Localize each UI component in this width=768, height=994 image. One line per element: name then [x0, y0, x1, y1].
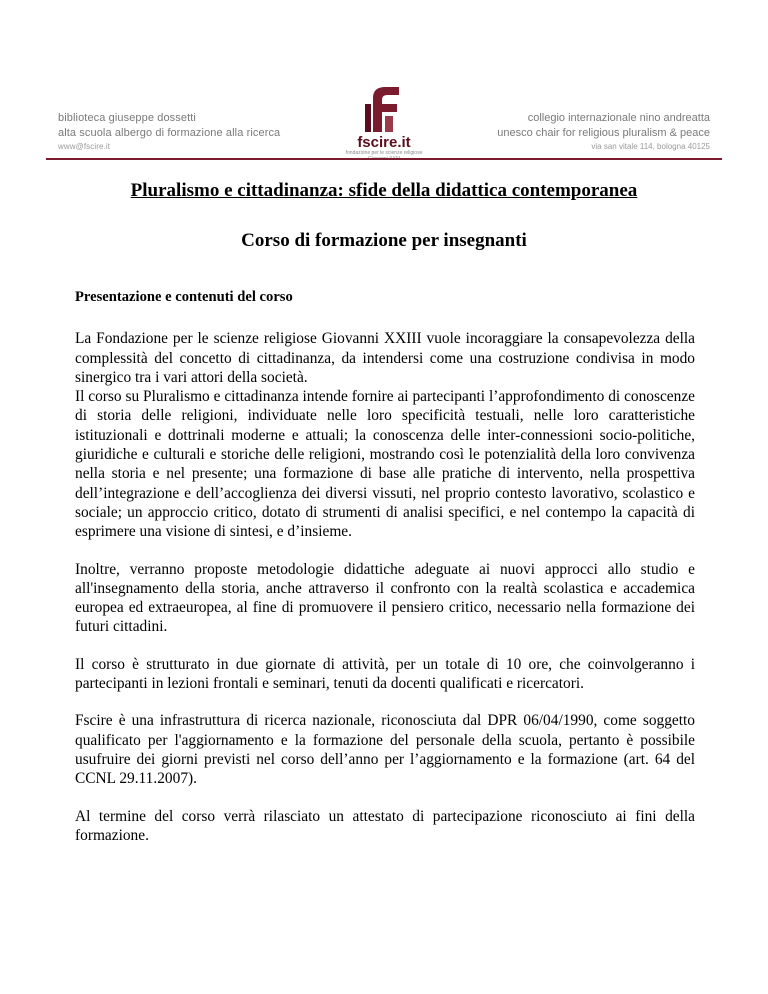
document-title: Pluralismo e cittadinanza: sfide della didattica contemporanea: [130, 180, 638, 201]
document-subtitle: Corso di formazione per insegnanti: [241, 230, 527, 251]
letterhead-left-line-1: biblioteca giuseppe dossetti: [58, 112, 196, 124]
paragraph-methodology: Inoltre, verranno proposte metodologie didattiche adeguate ai nuovi approcci allo studio e all'insegnamento della storia, anche attraverso il confronto con la realtà scolastica e accademica europea ed extraeuropea, al fine di promuovere il pensiero critico, necessario nella formazione dei futuri cittadini.: [75, 560, 695, 636]
letterhead-right: [497, 111, 710, 152]
letterhead-right-line-1: collegio internazionale nino andreatta: [527, 112, 710, 124]
document-body: [75, 288, 695, 863]
letterhead: [58, 84, 710, 166]
letterhead-left-line-2: alta scuola albergo di formazione alla ricerca: [58, 127, 281, 139]
letterhead-left: [58, 111, 280, 152]
paragraph-structure: Il corso è strutturato in due giornate di attività, per un totale di 10 ore, che coinvolgeranno i partecipanti in lezioni frontali e seminari, tenuti da docenti qualificati e ricercatori.: [75, 655, 695, 693]
paragraph-intro: La Fondazione per le scienze religiose Giovanni XXIII vuole incoraggiare la consapevolezza della complessità del concetto di cittadinanza, da intendersi come una costruzione condivisa in modo sinergico tra i vari attori della società.: [75, 330, 695, 386]
letterhead-right-line-2: unesco chair for religious pluralism & peace: [497, 127, 710, 139]
paragraph-course-goals: Il corso su Pluralismo e cittadinanza intende fornire ai partecipanti l’approfondimento di conoscenze di storia delle religioni, individuate nelle loro specificità testuali, nelle loro caratteristiche istituzionali e dottrinali moderne e attuali; la conoscenza delle inter-connessioni socio-politiche, giuridiche e culturali e storiche delle religioni, mostrando così le potenzialità della loro convivenza nella storia e nel presente; una formazione di base alle pratiche di intervento, nella prospettiva dell’integrazione e dell’accoglienza dei diversi vissuti, nel proprio contesto lavorativo, scolastico e sociale; un approccio critico, dotato di strumenti di analisi specifici, e nel contempo la capacità di esprimere una visione di sintesi, e d’insieme.: [75, 388, 695, 541]
letterhead-divider: [46, 158, 722, 160]
paragraph-accreditation: Fscire è una infrastruttura di ricerca nazionale, riconosciuta dal DPR 06/04/1990, come soggetto qualificato per l'aggiornamento e la formazione del personale della scuola, pertanto è possibile usufruire dei giorni previsti nel corso dell’anno per l’aggiornamento e la formazione (art. 64 del CCNL 29.11.2007).: [75, 712, 695, 788]
paragraph-certificate: Al termine del corso verrà rilasciato un attestato di partecipazione riconosciuto ai fini della formazione.: [75, 807, 695, 844]
section-heading: Presentazione e contenuti del corso: [75, 289, 293, 305]
letterhead-address: via san vitale 114, bologna 40125: [591, 142, 710, 151]
fscire-logo: [338, 84, 430, 166]
fscire-logo-mark-icon: [359, 84, 409, 134]
logo-name: fscire.it: [357, 134, 411, 151]
logo-tagline: fondazione per le scienze religiose: [345, 150, 423, 156]
letterhead-email: www@fscire.it: [58, 142, 111, 151]
